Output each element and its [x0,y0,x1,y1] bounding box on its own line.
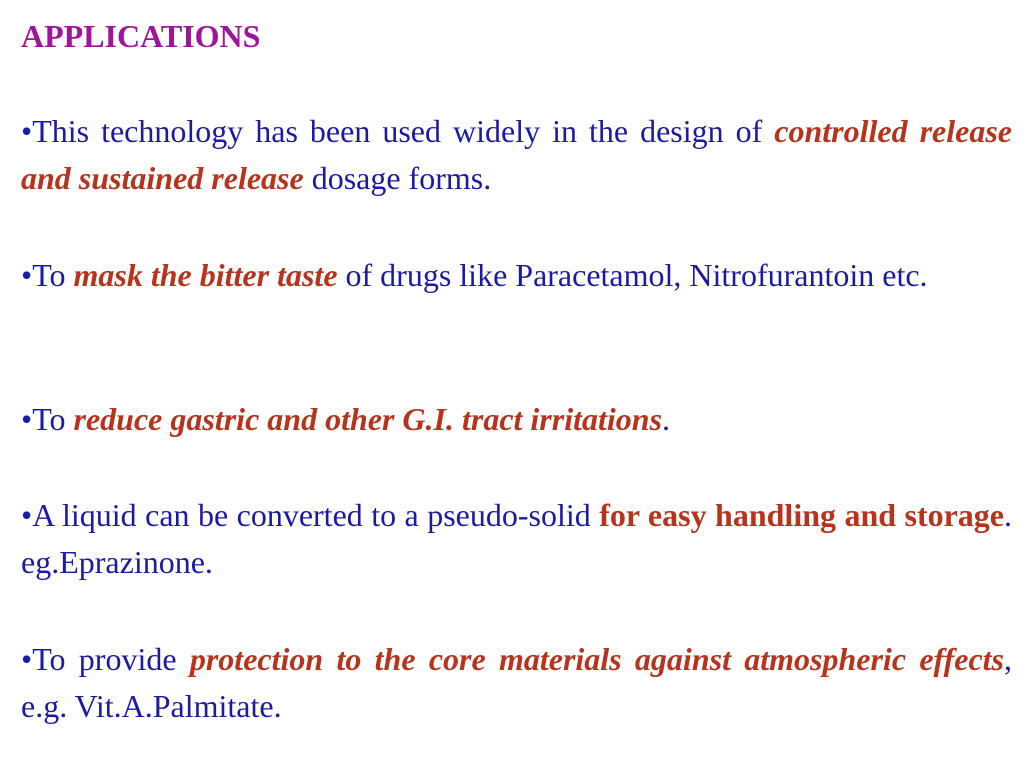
bullet-controlled-release [21,108,1012,202]
bullet-emphasis: for easy handling and storage [599,497,1005,533]
slide [21,0,1012,768]
bullet-emphasis: controlled release and sustained release [21,113,1013,196]
bullet-mask-taste [21,252,1012,299]
slide-title: APPLICATIONS [21,18,261,54]
bullet-text: of drugs like Paracetamol, Nitrofurantoin etc. [337,257,928,293]
bullet-text: . eg.Eprazinone. [21,497,1013,580]
bullet-text: •A liquid can be converted to a pseudo-solid [21,497,600,533]
bullet-text: •To [21,401,74,437]
bullet-text: . [662,401,671,437]
bullet-text: •To provide [21,641,190,677]
bullet-text: , e.g. Vit.A.Palmitate. [21,641,1013,724]
bullet-text: dosage forms. [303,160,492,196]
bullet-emphasis: mask the bitter taste [73,257,338,293]
bullet-protection [21,636,1012,730]
bullet-emphasis: reduce gastric and other G.I. tract irritations [73,401,663,437]
bullet-reduce-irritation [21,396,1012,443]
bullet-text: •To [21,257,74,293]
bullet-pseudo-solid [21,492,1012,586]
bullet-emphasis: protection to the core materials against atmospheric effects [189,641,1005,677]
bullet-text: •This technology has been used widely in the design of [21,113,775,149]
